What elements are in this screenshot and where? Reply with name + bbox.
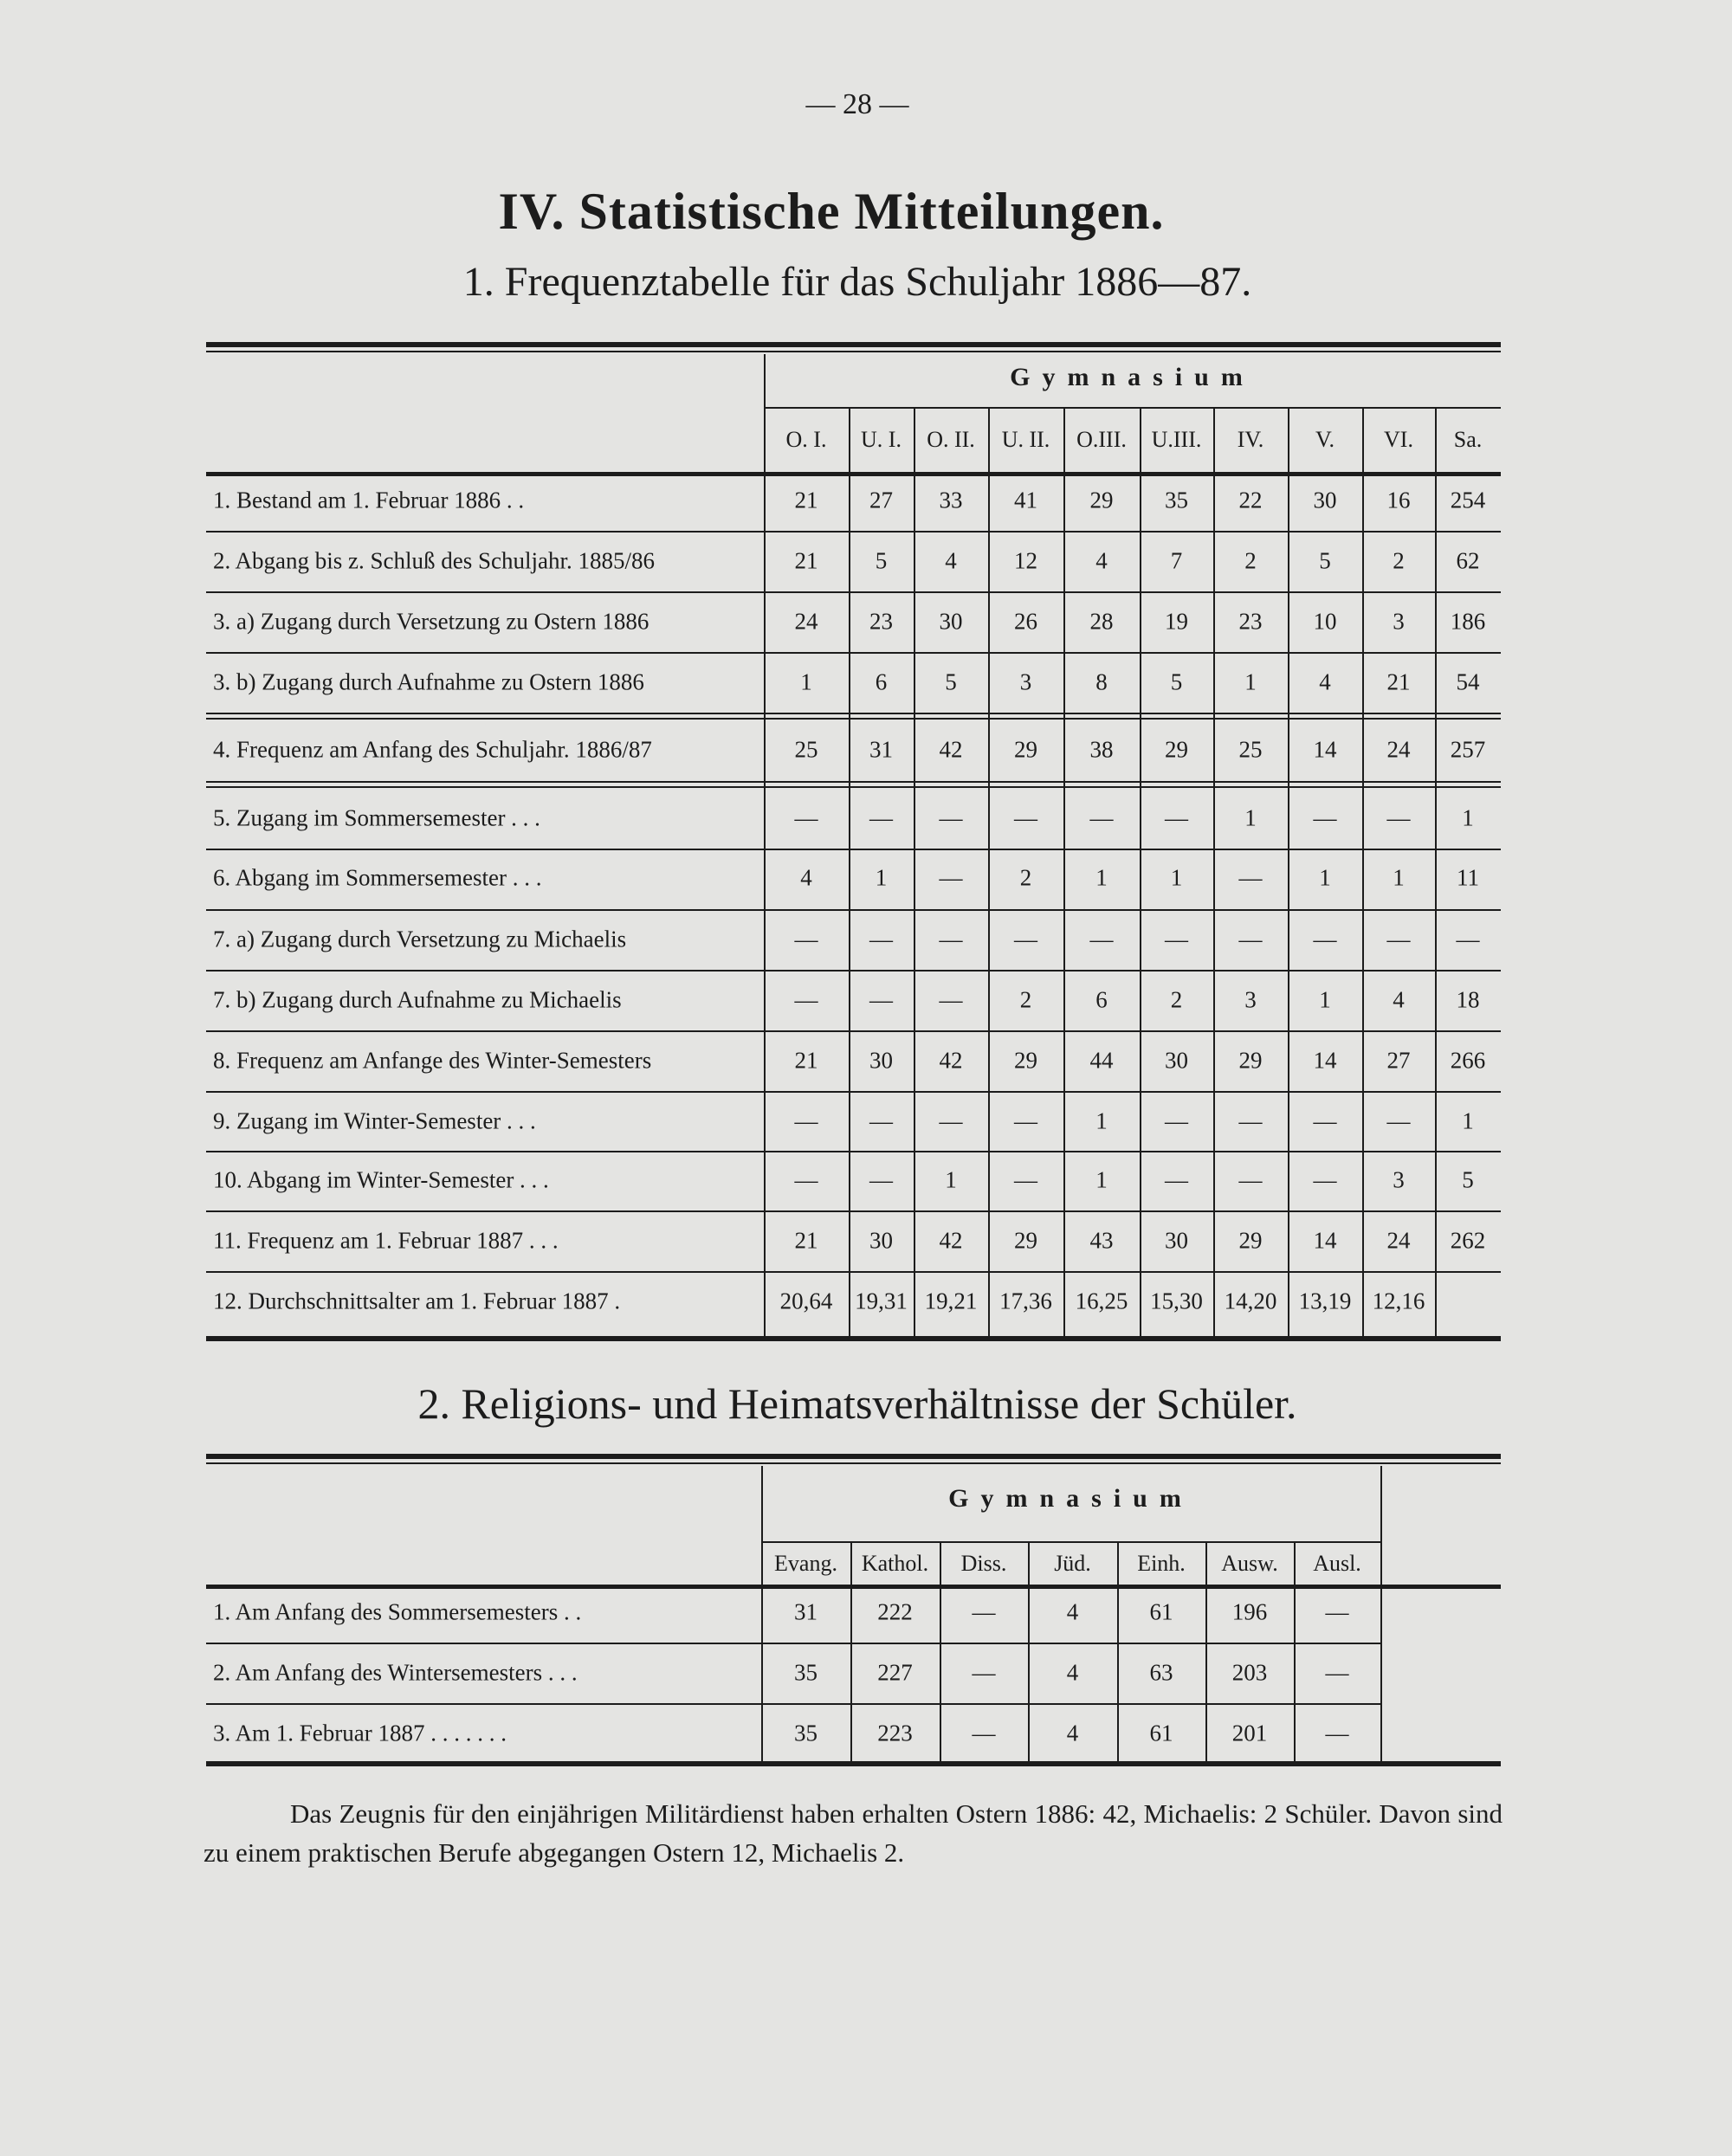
table-cell: —	[1238, 864, 1263, 891]
table-cell: 35	[794, 1720, 818, 1746]
table-cell: 14	[1313, 1227, 1337, 1254]
table-cell: —	[1238, 1166, 1263, 1193]
table-cell: —	[794, 1166, 818, 1193]
table-cell: 5	[1170, 668, 1183, 695]
table-cell: —	[1456, 926, 1480, 952]
table-cell: 1	[875, 864, 888, 891]
table-cell: 7	[1170, 547, 1183, 574]
table-rule	[206, 970, 1501, 971]
table-cell: 25	[794, 736, 818, 763]
table-rule	[206, 652, 1501, 654]
column-rule	[849, 407, 850, 1336]
table-cell: 2	[1170, 986, 1183, 1013]
table-rule	[206, 849, 1501, 850]
row-label: 7. a) Zugang durch Versetzung zu Michaelis	[213, 926, 627, 952]
table-rule	[206, 1643, 1380, 1644]
column-header: Ausw.	[1221, 1551, 1278, 1576]
table-cell: 19	[1165, 608, 1188, 635]
row-label: 11. Frequenz am 1. Februar 1887 . . .	[213, 1227, 559, 1254]
row-label: 8. Frequenz am Anfange des Winter-Semesters	[213, 1047, 652, 1074]
row-label: 9. Zugang im Winter-Semester . . .	[213, 1107, 536, 1134]
row-label: 5. Zugang im Sommersemester . . .	[213, 804, 540, 831]
table-cell: 257	[1450, 736, 1486, 763]
table-cell: —	[972, 1720, 996, 1746]
row-label: 3. Am 1. Februar 1887 . . . . . . .	[213, 1720, 507, 1746]
table-cell: —	[972, 1659, 996, 1686]
table-cell: —	[1014, 804, 1037, 831]
column-header: Sa.	[1453, 427, 1483, 452]
table-cell: 38	[1089, 736, 1114, 763]
table-cell: —	[1386, 1107, 1411, 1134]
table-cell: 223	[877, 1720, 913, 1746]
row-label: 1. Am Anfang des Sommersemesters . .	[213, 1598, 582, 1625]
table-cell: —	[1089, 804, 1114, 831]
table-cell: 1	[1095, 864, 1108, 891]
table-cell: —	[939, 986, 963, 1013]
table-cell: —	[1238, 1107, 1263, 1134]
table-cell: 1	[1170, 864, 1183, 891]
table-cell: —	[1014, 1107, 1037, 1134]
table-rule	[206, 351, 1501, 352]
table-cell: 61	[1149, 1720, 1173, 1746]
table-cell: 10	[1313, 608, 1337, 635]
table-cell: 1	[1095, 1166, 1108, 1193]
table-cell: —	[1386, 804, 1411, 831]
row-label: 2. Am Anfang des Wintersemesters . . .	[213, 1659, 578, 1686]
table-cell: 29	[1014, 1227, 1037, 1254]
column-rule	[764, 354, 766, 1336]
table-cell: 30	[1165, 1227, 1188, 1254]
table-cell: —	[939, 804, 963, 831]
table-cell: 11	[1457, 864, 1479, 891]
table-cell: 24	[1386, 736, 1411, 763]
table-cell: 23	[869, 608, 893, 635]
table-rule	[764, 407, 1501, 409]
table-cell: —	[939, 864, 963, 891]
table-cell: 33	[939, 487, 963, 513]
column-rule	[940, 1541, 941, 1761]
table-rule	[206, 591, 1501, 593]
table-cell: 20,64	[779, 1288, 833, 1314]
table-cell: 42	[939, 1047, 963, 1074]
table-cell: 4	[800, 864, 812, 891]
table-rule	[206, 1091, 1501, 1093]
table-cell: —	[1165, 926, 1188, 952]
table-rule	[206, 342, 1501, 347]
column-rule	[850, 1541, 852, 1761]
table-cell: 12,16	[1372, 1288, 1425, 1314]
table-cell: 24	[794, 608, 818, 635]
group-header-gymnasium: Gymnasium	[1010, 363, 1255, 391]
table-cell: 5	[1462, 1166, 1474, 1193]
table-cell: 1	[1319, 864, 1331, 891]
table-cell: —	[1313, 926, 1337, 952]
table-cell: 1	[1462, 804, 1474, 831]
table-cell: 266	[1450, 1047, 1486, 1074]
column-rule	[1294, 1541, 1296, 1761]
table-cell: —	[939, 1107, 963, 1134]
table-cell: 31	[794, 1598, 818, 1625]
table-cell: —	[869, 926, 893, 952]
table-cell: 4	[1066, 1598, 1079, 1625]
table-rule	[206, 472, 1501, 476]
table-cell: 29	[1238, 1227, 1263, 1254]
table-cell: 29	[1089, 487, 1114, 513]
column-rule	[1205, 1541, 1207, 1761]
table-cell: 22	[1238, 487, 1263, 513]
table-cell: —	[1325, 1720, 1349, 1746]
table-cell: 42	[939, 1227, 963, 1254]
table-cell: 61	[1149, 1598, 1173, 1625]
table-cell: 1	[1095, 1107, 1108, 1134]
table-cell: 186	[1450, 608, 1486, 635]
table-cell: 13,19	[1298, 1288, 1352, 1314]
column-rule	[1028, 1541, 1030, 1761]
table-rule	[206, 1336, 1501, 1341]
table-cell: 1	[1244, 804, 1257, 831]
table-cell: 19,21	[924, 1288, 978, 1314]
page-number: — 28 —	[805, 88, 909, 120]
section2-title: 2. Religions- und Heimatsverhältnisse der Schüler.	[417, 1379, 1297, 1428]
table-cell: —	[794, 926, 818, 952]
table-cell: —	[1325, 1598, 1349, 1625]
table-cell: 21	[1386, 668, 1411, 695]
table-cell: 16,25	[1075, 1288, 1128, 1314]
table-cell: 14	[1313, 736, 1337, 763]
table-cell: 1	[1393, 864, 1405, 891]
table-cell: —	[1165, 1107, 1188, 1134]
table-cell: —	[939, 926, 963, 952]
table-cell: 27	[1386, 1047, 1411, 1074]
table-cell: —	[972, 1598, 996, 1625]
table-cell: —	[1165, 1166, 1188, 1193]
table-cell: 5	[945, 668, 957, 695]
table-cell: 25	[1238, 736, 1263, 763]
row-label: 10. Abgang im Winter-Semester . . .	[213, 1166, 549, 1193]
table-cell: 2	[1019, 986, 1032, 1013]
table-cell: 14	[1313, 1047, 1337, 1074]
table-cell: 31	[869, 736, 893, 763]
table-cell: 26	[1014, 608, 1037, 635]
table-cell: 15,30	[1150, 1288, 1203, 1314]
table-cell: —	[1165, 804, 1188, 831]
row-label: 4. Frequenz am Anfang des Schuljahr. 1886/87	[213, 736, 652, 763]
column-header: O. I.	[785, 427, 827, 452]
table-cell: 28	[1089, 608, 1114, 635]
table-cell: 6	[875, 668, 888, 695]
table-cell: 3	[1244, 986, 1257, 1013]
table-cell: 4	[1095, 547, 1108, 574]
table-cell: 254	[1450, 487, 1486, 513]
table-cell: 63	[1149, 1659, 1173, 1686]
table-cell: 24	[1386, 1227, 1411, 1254]
table-cell: —	[869, 1107, 893, 1134]
column-rule	[1435, 407, 1437, 1336]
table-rule	[206, 713, 1501, 714]
row-label: 1. Bestand am 1. Februar 1886 . .	[213, 487, 525, 513]
table-cell: 17,36	[999, 1288, 1052, 1314]
row-label: 7. b) Zugang durch Aufnahme zu Michaelis	[213, 986, 622, 1013]
table-cell: —	[794, 986, 818, 1013]
table-cell: 29	[1014, 1047, 1037, 1074]
column-header: O. II.	[927, 427, 975, 452]
table-rule	[206, 718, 1501, 720]
column-header: IV.	[1237, 427, 1264, 452]
row-label: 12. Durchschnittsalter am 1. Februar 1887 .	[213, 1288, 621, 1314]
table-cell: 21	[794, 1227, 818, 1254]
table-cell: 41	[1014, 487, 1037, 513]
column-rule	[988, 407, 990, 1336]
table-cell: 19,31	[855, 1288, 908, 1314]
table-cell: 4	[1393, 986, 1405, 1013]
column-rule	[1213, 407, 1215, 1336]
table-cell: 14,20	[1224, 1288, 1277, 1314]
table-cell: —	[1325, 1659, 1349, 1686]
column-rule	[1063, 407, 1065, 1336]
table-cell: 227	[877, 1659, 913, 1686]
row-label: 3. a) Zugang durch Versetzung zu Ostern 1886	[213, 608, 650, 635]
table-cell: 30	[1313, 487, 1337, 513]
column-header: VI.	[1384, 427, 1413, 452]
table-cell: 54	[1456, 668, 1480, 695]
table-cell: 12	[1014, 547, 1037, 574]
column-rule	[1117, 1541, 1119, 1761]
table-cell: 4	[1319, 668, 1331, 695]
column-rule	[1380, 1466, 1382, 1761]
table-cell: —	[869, 986, 893, 1013]
table-cell: 222	[877, 1598, 913, 1625]
table-cell: —	[1313, 1107, 1337, 1134]
table-rule	[206, 1151, 1501, 1152]
table-cell: 1	[800, 668, 812, 695]
table-cell: 5	[875, 547, 888, 574]
table-rule	[206, 1761, 1501, 1766]
footnote-paragraph: Das Zeugnis für den einjährigen Militärdienst haben erhalten Ostern 1886: 42, Michaelis: 2 Schüler. Davon sind zu einem praktischen Berufe abgegangen Ostern 12, Michaelis 2.	[204, 1798, 1503, 1868]
table-cell: —	[1014, 1166, 1037, 1193]
table-rule	[206, 1030, 1501, 1032]
page-title: IV. Statistische Mitteilungen.	[498, 183, 1165, 240]
table-rule	[206, 781, 1501, 783]
table-cell: 35	[794, 1659, 818, 1686]
row-label: 6. Abgang im Sommersemester . . .	[213, 864, 542, 891]
column-rule	[761, 1466, 763, 1761]
table-cell: 3	[1393, 1166, 1405, 1193]
table-cell: 44	[1089, 1047, 1114, 1074]
table-cell: 42	[939, 736, 963, 763]
table-rule	[206, 786, 1501, 788]
table-cell: 29	[1165, 736, 1188, 763]
table-cell: 6	[1095, 986, 1108, 1013]
table-cell: 203	[1231, 1659, 1268, 1686]
table-cell: 4	[1066, 1720, 1079, 1746]
table-cell: 1	[1244, 668, 1257, 695]
column-header: Evang.	[774, 1551, 837, 1576]
column-rule	[914, 407, 915, 1336]
table-cell: —	[1313, 804, 1337, 831]
column-header: U. II.	[1001, 427, 1050, 452]
table-rule	[206, 1271, 1501, 1273]
column-header: O.III.	[1076, 427, 1127, 452]
table-rule	[206, 1585, 1501, 1589]
table-rule	[206, 1210, 1501, 1212]
table-cell: 43	[1089, 1227, 1114, 1254]
table-cell: 30	[939, 608, 963, 635]
table-cell: 27	[869, 487, 893, 513]
table-cell: —	[869, 804, 893, 831]
table-cell: 5	[1319, 547, 1331, 574]
table-cell: 8	[1095, 668, 1108, 695]
row-label: 2. Abgang bis z. Schluß des Schuljahr. 1885/86	[213, 547, 655, 574]
table-cell: —	[1313, 1166, 1337, 1193]
table-cell: 23	[1238, 608, 1263, 635]
table-cell: —	[869, 1166, 893, 1193]
table-rule	[206, 909, 1501, 911]
table-cell: 16	[1386, 487, 1411, 513]
table-cell: —	[1014, 926, 1037, 952]
column-header: U.III.	[1151, 427, 1202, 452]
table-cell: 2	[1393, 547, 1405, 574]
table-cell: —	[1238, 926, 1263, 952]
column-header: Jüd.	[1054, 1551, 1091, 1576]
table-cell: 21	[794, 1047, 818, 1074]
table-cell: —	[1386, 926, 1411, 952]
column-rule	[1140, 407, 1141, 1336]
table-cell: 4	[945, 547, 957, 574]
table-cell: 3	[1019, 668, 1032, 695]
table-cell: 3	[1393, 608, 1405, 635]
table-cell: —	[1089, 926, 1114, 952]
table-cell: 1	[1319, 986, 1331, 1013]
table-cell: 30	[1165, 1047, 1188, 1074]
table-cell: 262	[1450, 1227, 1486, 1254]
table-rule	[206, 1462, 1501, 1464]
table-cell: 30	[869, 1227, 893, 1254]
table-rule	[206, 1703, 1380, 1705]
column-header: Einh.	[1137, 1551, 1186, 1576]
table-rule	[206, 1454, 1501, 1459]
table-cell: 29	[1014, 736, 1037, 763]
table-cell: 35	[1165, 487, 1188, 513]
table-cell: 62	[1456, 547, 1480, 574]
table-cell: 196	[1231, 1598, 1268, 1625]
table-cell: —	[794, 1107, 818, 1134]
table-cell: 21	[794, 547, 818, 574]
table-cell: 4	[1066, 1659, 1079, 1686]
column-header: U. I.	[861, 427, 902, 452]
table-cell: 2	[1019, 864, 1032, 891]
column-header: V.	[1315, 427, 1335, 452]
table-cell: 1	[1462, 1107, 1474, 1134]
column-rule	[1288, 407, 1289, 1336]
table-cell: 29	[1238, 1047, 1263, 1074]
column-header: Ausl.	[1313, 1551, 1361, 1576]
group-header-gymnasium: Gymnasium	[948, 1484, 1193, 1513]
table-cell: 201	[1231, 1720, 1268, 1746]
column-rule	[1362, 407, 1364, 1336]
table-cell: 1	[945, 1166, 957, 1193]
row-label: 3. b) Zugang durch Aufnahme zu Ostern 1886	[213, 668, 644, 695]
table1-title: 1. Frequenztabelle für das Schuljahr 1886—87.	[462, 259, 1252, 305]
column-header: Kathol.	[861, 1551, 929, 1576]
table-cell: —	[794, 804, 818, 831]
table-cell: 2	[1244, 547, 1257, 574]
column-header: Diss.	[960, 1551, 1007, 1576]
table-rule	[761, 1541, 1380, 1543]
table-cell: 18	[1456, 986, 1480, 1013]
table-cell: 21	[794, 487, 818, 513]
table-cell: 30	[869, 1047, 893, 1074]
table-rule	[206, 531, 1501, 533]
